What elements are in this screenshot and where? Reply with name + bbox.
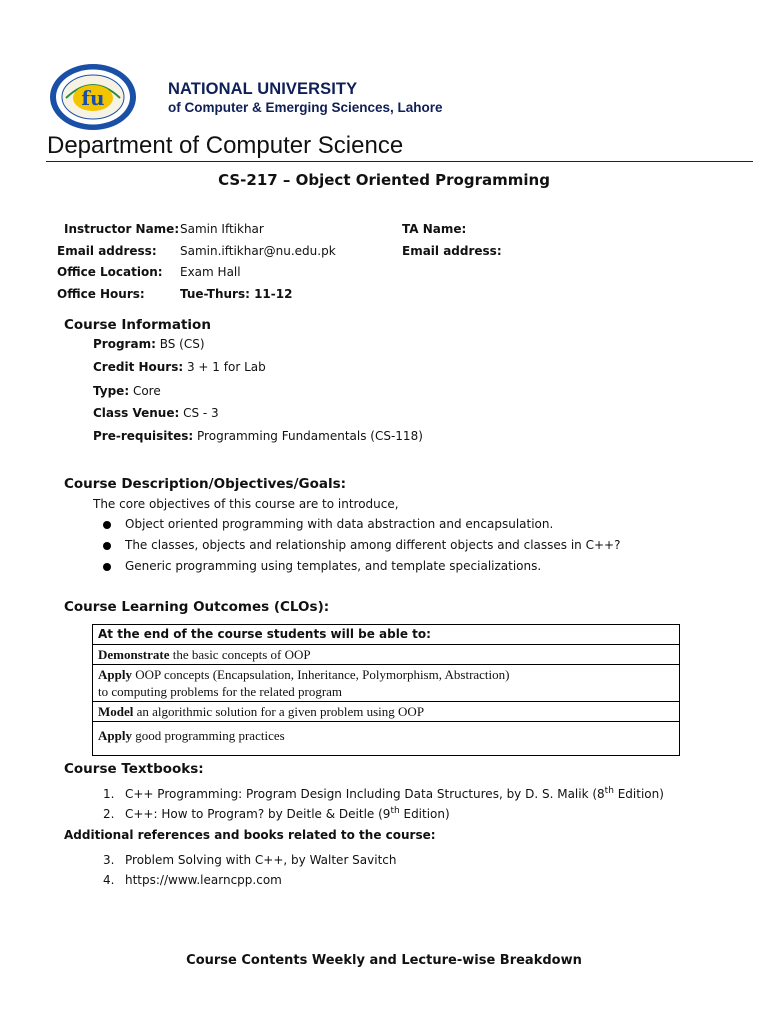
bullet-icon bbox=[103, 563, 111, 571]
info-value: BS (CS) bbox=[155, 337, 205, 351]
university-subtitle: of Computer & Emerging Sciences, Lahore bbox=[168, 100, 443, 115]
clo-text-continued: to computing problems for the related program bbox=[98, 684, 343, 699]
office-location-label: Office Location: bbox=[57, 265, 163, 279]
info-label: Type: bbox=[93, 384, 130, 398]
university-logo bbox=[48, 62, 138, 132]
textbook-text: C++: How to Program? by Deitle & Deitle (9 bbox=[125, 807, 391, 821]
clo-heading: Course Learning Outcomes (CLOs): bbox=[64, 599, 330, 615]
ordinal-suffix: th bbox=[604, 786, 614, 796]
clo-table-header: At the end of the course students will be able to: bbox=[93, 625, 680, 645]
info-credit-hours bbox=[93, 360, 266, 374]
info-venue bbox=[93, 406, 219, 420]
department-title: Department of Computer Science bbox=[47, 132, 404, 159]
textbook-text: C++ Programming: Program Design Including Data Structures, by D. S. Malik (8 bbox=[125, 787, 605, 801]
clo-row bbox=[93, 702, 680, 722]
reference-item bbox=[103, 873, 282, 887]
office-location: Exam Hall bbox=[180, 265, 241, 279]
textbooks-heading: Course Textbooks: bbox=[64, 761, 204, 777]
list-number: 2. bbox=[103, 807, 115, 821]
info-value: Core bbox=[129, 384, 161, 398]
list-number: 1. bbox=[103, 787, 115, 801]
reference-link[interactable]: https://www.learncpp.com bbox=[125, 873, 282, 887]
info-value: 3 + 1 for Lab bbox=[183, 360, 266, 374]
textbook-item bbox=[103, 786, 664, 801]
info-label: Program: bbox=[93, 337, 156, 351]
textbook-edition: Edition) bbox=[399, 807, 450, 821]
description-heading: Course Description/Objectives/Goals: bbox=[64, 476, 347, 492]
clo-text: the basic concepts of OOP bbox=[169, 647, 311, 662]
list-number: 4. bbox=[103, 873, 115, 887]
clo-text: good programming practices bbox=[131, 728, 285, 743]
logo-mark-text: fu bbox=[81, 86, 105, 110]
course-info-heading: Course Information bbox=[64, 317, 211, 333]
clo-table bbox=[92, 624, 680, 756]
textbook-edition: Edition) bbox=[613, 787, 664, 801]
objective-text: Generic programming using templates, and template specializations. bbox=[125, 559, 542, 573]
university-name: NATIONAL UNIVERSITY bbox=[168, 80, 358, 98]
bullet-icon bbox=[103, 521, 111, 529]
ta-email-label: Email address: bbox=[402, 244, 502, 258]
info-program bbox=[93, 337, 205, 351]
office-hours: Tue-Thurs: 11-12 bbox=[180, 287, 293, 301]
description-intro: The core objectives of this course are to introduce, bbox=[93, 497, 399, 511]
info-label: Pre-requisites: bbox=[93, 429, 194, 443]
header-divider bbox=[46, 161, 753, 162]
clo-verb: Apply bbox=[98, 728, 132, 743]
additional-references-heading: Additional references and books related to the course: bbox=[64, 828, 436, 842]
clo-text: an algorithmic solution for a given problem using OOP bbox=[133, 704, 425, 719]
instructor-name: Samin Iftikhar bbox=[180, 222, 264, 236]
info-label: Credit Hours: bbox=[93, 360, 184, 374]
clo-verb: Demonstrate bbox=[98, 647, 170, 662]
instructor-email[interactable]: Samin.iftikhar@nu.edu.pk bbox=[180, 244, 336, 258]
clo-verb: Model bbox=[98, 704, 134, 719]
objective-text: Object oriented programming with data abstraction and encapsulation. bbox=[125, 517, 554, 531]
info-prerequisites bbox=[93, 429, 423, 443]
reference-text: Problem Solving with C++, by Walter Savitch bbox=[125, 853, 397, 867]
office-hours-label: Office Hours: bbox=[57, 287, 145, 301]
info-value: CS - 3 bbox=[179, 406, 219, 420]
bullet-icon bbox=[103, 542, 111, 550]
info-type bbox=[93, 384, 161, 398]
instructor-name-label: Instructor Name: bbox=[64, 222, 180, 236]
clo-text: OOP concepts (Encapsulation, Inheritance, Polymorphism, Abstraction) bbox=[131, 667, 510, 682]
clo-verb: Apply bbox=[98, 667, 132, 682]
ta-name-label: TA Name: bbox=[402, 222, 467, 236]
info-value: Programming Fundamentals (CS-118) bbox=[193, 429, 423, 443]
clo-row bbox=[93, 645, 680, 665]
clo-row bbox=[93, 722, 680, 756]
course-title: CS-217 – Object Oriented Programming bbox=[218, 171, 550, 189]
info-label: Class Venue: bbox=[93, 406, 180, 420]
clo-row bbox=[93, 665, 680, 702]
contents-breakdown-heading: Course Contents Weekly and Lecture-wise Breakdown bbox=[186, 953, 582, 968]
instructor-email-label: Email address: bbox=[57, 244, 157, 258]
textbook-item bbox=[103, 806, 450, 821]
reference-item bbox=[103, 853, 397, 867]
list-number: 3. bbox=[103, 853, 115, 867]
objective-text: The classes, objects and relationship among different objects and classes in C++? bbox=[125, 538, 621, 552]
ordinal-suffix: th bbox=[390, 806, 400, 816]
